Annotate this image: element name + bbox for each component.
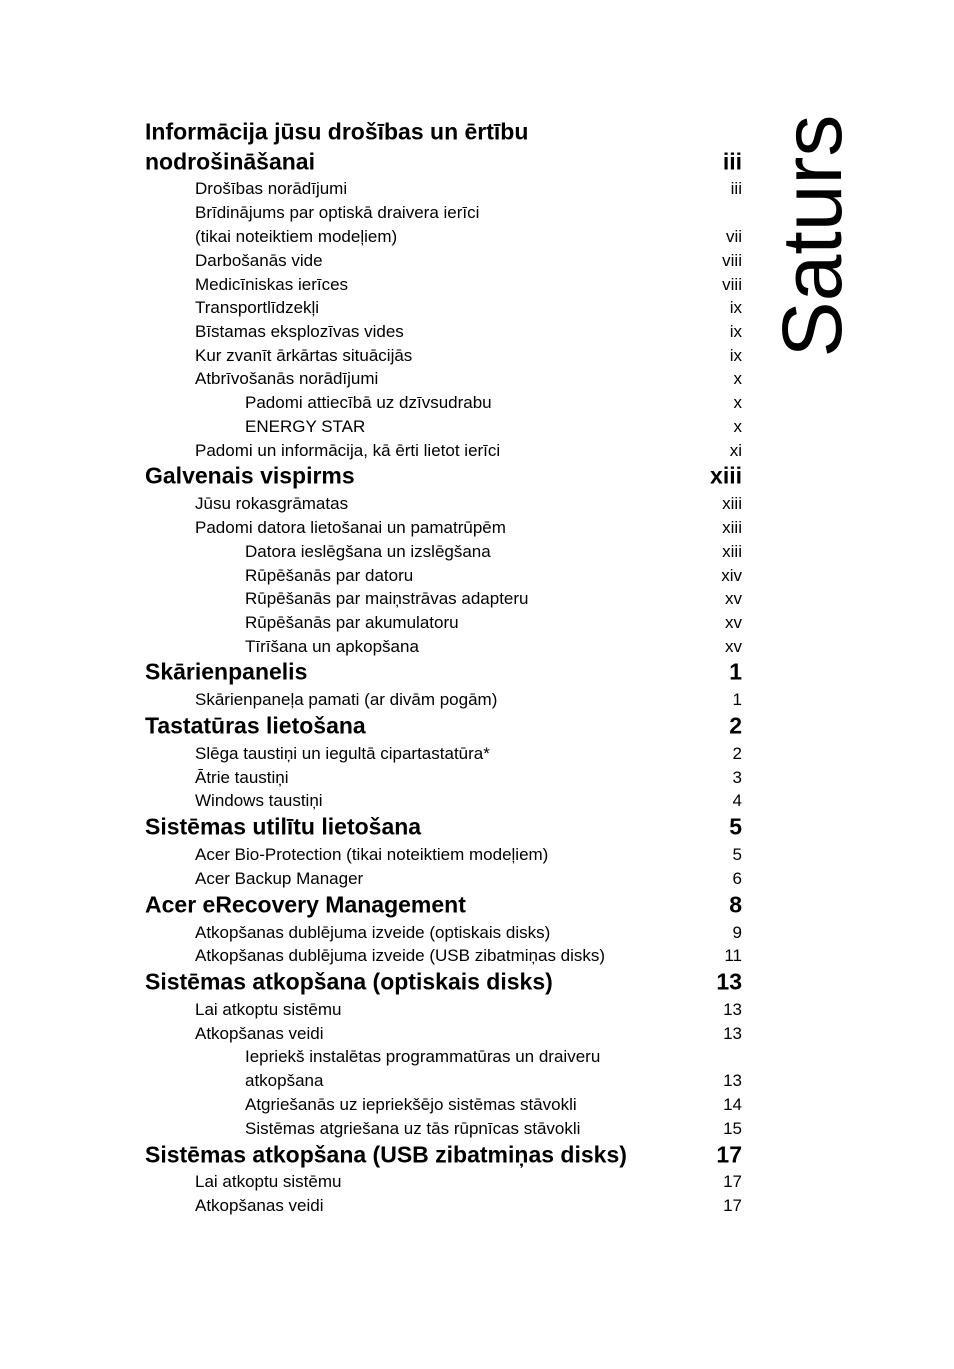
toc-entry-page-number: xv bbox=[725, 589, 742, 608]
toc-entry-title: Atkopšanas veidi bbox=[195, 1024, 324, 1043]
toc-entry-title: Acer eRecovery Management bbox=[145, 891, 466, 918]
toc-entry-page-number: xiv bbox=[721, 566, 742, 585]
toc-entry-page-number: xiii bbox=[710, 462, 742, 489]
toc-entry-page-number: vii bbox=[725, 227, 742, 246]
toc-entry-title: Tīrīšana un apkopšana bbox=[245, 637, 419, 656]
toc-entry-title: Sistēmas atkopšana (optiskais disks) bbox=[145, 968, 553, 995]
toc-entry-page-number: x bbox=[733, 417, 742, 436]
toc-entry-page-number: 6 bbox=[732, 869, 742, 888]
toc-entry-title: Windows taustiņi bbox=[195, 791, 323, 810]
toc-entry-title: Tastatūras lietošana bbox=[145, 712, 366, 739]
toc-entry-title: nodrošināšanai bbox=[145, 148, 315, 175]
toc-entry-title: Padomi un informācija, kā ērti lietot ierīci bbox=[195, 441, 501, 460]
toc-entry-page-number: 5 bbox=[732, 845, 742, 864]
toc-entry-title: Padomi attiecībā uz dzīvsudrabu bbox=[245, 393, 492, 412]
toc-entry-title: Atkopšanas dublējuma izveide (optiskais disks) bbox=[195, 923, 551, 942]
toc-entry-page-number: viii bbox=[722, 251, 742, 270]
toc-entry-title: Rūpēšanās par akumulatoru bbox=[245, 613, 459, 632]
toc-entry-title: Ātrie taustiņi bbox=[195, 768, 289, 787]
toc-entry-page-number: x bbox=[733, 369, 742, 388]
toc-entry-page-number: 17 bbox=[723, 1172, 742, 1191]
toc-entry-title: Lai atkoptu sistēmu bbox=[195, 1172, 342, 1191]
toc-entry-page-number: 11 bbox=[724, 946, 742, 965]
toc-entry-title: Sistēmas utilītu lietošana bbox=[145, 813, 422, 840]
toc-entry-page-number: 15 bbox=[723, 1119, 742, 1138]
toc-entry-title: Rūpēšanās par datoru bbox=[245, 566, 414, 585]
toc-entry-page-number: 2 bbox=[732, 744, 742, 763]
toc-entry-title: Acer Bio-Protection (tikai noteiktiem modeļiem) bbox=[195, 845, 549, 864]
toc-entry-title: Atgriešanās uz iepriekšējo sistēmas stāvokli bbox=[245, 1095, 577, 1114]
toc-entry-title: Medicīniskas ierīces bbox=[195, 275, 349, 294]
toc-entry-page-number: 8 bbox=[729, 891, 742, 918]
toc-entry-page-number: 1 bbox=[732, 690, 742, 709]
toc-entry-title: Informācija jūsu drošības un ērtību bbox=[145, 118, 529, 145]
toc-entry-page-number: xiii bbox=[722, 494, 742, 513]
toc-entry-page-number: xv bbox=[725, 613, 742, 632]
toc-entry-page-number: ix bbox=[729, 322, 742, 341]
toc-entry-title: Datora ieslēgšana un izslēgšana bbox=[245, 542, 491, 561]
toc-entry-title: Atkopšanas veidi bbox=[195, 1196, 324, 1215]
toc-entry-title: Kur zvanīt ārkārtas situācijās bbox=[195, 346, 413, 365]
toc-entry-page-number: 3 bbox=[732, 768, 742, 787]
toc-entry-title: Drošības norādījumi bbox=[195, 179, 348, 198]
toc-entry-title: Brīdinājums par optiskā draivera ierīci bbox=[195, 203, 480, 222]
toc-entry-title: Acer Backup Manager bbox=[195, 869, 364, 888]
toc-entry-title: Bīstamas eksplozīvas vides bbox=[195, 322, 404, 341]
toc-entry-page-number: iii bbox=[730, 179, 742, 198]
toc-entry-page-number: xv bbox=[725, 637, 742, 656]
toc-entry-page-number: 13 bbox=[723, 1024, 742, 1043]
toc-entry-page-number: 4 bbox=[732, 791, 742, 810]
toc-entry-page-number: x bbox=[733, 393, 742, 412]
toc-entry-page-number: xi bbox=[729, 441, 742, 460]
toc-entry-title: ENERGY STAR bbox=[245, 417, 366, 436]
toc-entry-page-number: 13 bbox=[716, 968, 742, 995]
toc-entry-title: Rūpēšanās par maiņstrāvas adapteru bbox=[245, 589, 529, 608]
toc-entry-title: Darbošanās vide bbox=[195, 251, 323, 270]
toc-entry-title: Atkopšanas dublējuma izveide (USB zibatmiņas disks) bbox=[195, 946, 606, 965]
toc-entry-page-number: xiii bbox=[722, 542, 742, 561]
toc-entry-page-number: 2 bbox=[729, 712, 742, 739]
toc-entry-title: Padomi datora lietošanai un pamatrūpēm bbox=[195, 518, 506, 537]
toc-entry-title: Galvenais vispirms bbox=[145, 462, 355, 489]
toc-entry-title: Slēga taustiņi un iegultā cipartastatūra* bbox=[195, 744, 490, 763]
toc-entry-page-number: iii bbox=[722, 148, 742, 175]
toc-entry-page-number: 13 bbox=[723, 1000, 742, 1019]
toc-entry-title: Atbrīvošanās norādījumi bbox=[195, 369, 379, 388]
toc-entry-page-number: ix bbox=[729, 298, 742, 317]
toc-entry-title: Sistēmas atkopšana (USB zibatmiņas disks) bbox=[145, 1141, 627, 1168]
toc-entry-page-number: 17 bbox=[716, 1141, 742, 1168]
toc-entry-page-number: 9 bbox=[732, 923, 742, 942]
toc-entry-page-number: 14 bbox=[723, 1095, 742, 1114]
toc-entry-page-number: ix bbox=[729, 346, 742, 365]
toc-entry-title: Jūsu rokasgrāmatas bbox=[195, 494, 349, 513]
toc-entry-page-number: 5 bbox=[729, 813, 742, 840]
toc-entry-title: Transportlīdzekļi bbox=[195, 298, 320, 317]
toc-entry-page-number: xiii bbox=[722, 518, 742, 537]
page-side-title: Saturs bbox=[765, 114, 859, 358]
toc-entry-page-number: 1 bbox=[729, 658, 742, 685]
toc-entry-page-number: 13 bbox=[723, 1071, 742, 1090]
toc-entry-title: Skārienpanelis bbox=[145, 658, 308, 685]
toc-entry-title: Lai atkoptu sistēmu bbox=[195, 1000, 342, 1019]
toc-entry-title: (tikai noteiktiem modeļiem) bbox=[195, 227, 398, 246]
toc-entry-title: Skārienpaneļa pamati (ar divām pogām) bbox=[195, 690, 498, 709]
toc-entry-title: atkopšana bbox=[245, 1071, 324, 1090]
toc-entry-title: Iepriekš instalētas programmatūras un draiveru bbox=[245, 1047, 601, 1066]
toc-entry-page-number: 17 bbox=[723, 1196, 742, 1215]
toc-entry-title: Sistēmas atgriešana uz tās rūpnīcas stāvokli bbox=[245, 1119, 581, 1138]
toc-entry-page-number: viii bbox=[722, 275, 742, 294]
